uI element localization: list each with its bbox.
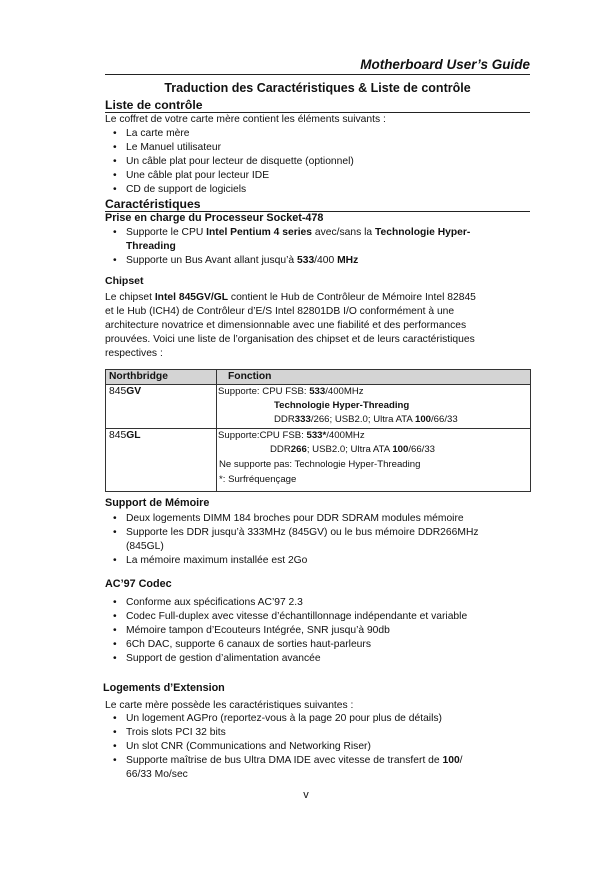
memory-heading: Support de Mémoire [105, 497, 210, 509]
list-item: • 6Ch DAC, supporte 6 canaux de sorties haut-parleurs [113, 639, 371, 650]
table-header [106, 370, 530, 385]
function-line: *: Surfréquençage [219, 474, 297, 485]
memory-list [113, 512, 528, 568]
list-item: • La carte mère [113, 128, 190, 139]
header-rule [105, 74, 530, 75]
expansion-list [113, 712, 528, 782]
running-header-title: Motherboard User’s Guide [360, 57, 530, 72]
codec-heading: AC’97 Codec [105, 578, 172, 590]
function-line: Technologie Hyper-Threading [274, 400, 410, 411]
list-item: • Deux logements DIMM 184 broches pour DDR SDRAM modules mémoire [113, 513, 464, 524]
function-line: DDR266; USB2.0; Ultra ATA 100/66/33 [270, 444, 436, 455]
list-item: • Supporte le CPU Intel Pentium 4 series avec/sans la Technologie Hyper- Threading [113, 227, 471, 252]
function-line: Supporte: CPU FSB: 533/400MHz [218, 386, 364, 397]
function-line: DDR333/266; USB2.0; Ultra ATA 100/66/33 [274, 414, 458, 425]
chipset-heading: Chipset [105, 275, 144, 287]
checklist-heading: Liste de contrôle [105, 98, 530, 113]
list-item: • Un câble plat pour lecteur de disquette (optionnel) [113, 156, 354, 167]
chipset-paragraph: Le chipset Intel 845GV/GL contient le Hub de Contrôleur de Mémoire Intel 82845 et le Hub (ICH4) de Contrôleur d’E/S Intel 82801DB I/O conformément à une architecture novatrice et dimensionnable avec une fiabilité et des performances prouvées. Voici une liste de l’organisation des chipset et de leurs caractéristiques respectives : [105, 292, 476, 359]
list-item: • Supporte maîtrise de bus Ultra DMA IDE avec vitesse de transfert de 100/ 66/33 Mo/sec [113, 755, 463, 780]
codec-list [113, 596, 528, 666]
list-item: • Conforme aux spécifications AC’97 2.3 [113, 597, 303, 608]
chipset-table [105, 369, 531, 492]
features-heading: Caractéristiques [105, 197, 530, 212]
list-item: • La mémoire maximum installée est 2Go [113, 555, 308, 566]
table-row [106, 385, 530, 429]
list-item: • Trois slots PCI 32 bits [113, 727, 226, 738]
checklist-list [113, 127, 528, 197]
list-item: • Un slot CNR (Communications and Networking Riser) [113, 741, 371, 752]
list-item: • Supporte un Bus Avant allant jusqu’à 533/400 MHz [113, 255, 359, 266]
list-item: • Support de gestion d’alimentation avancée [113, 653, 321, 664]
cpu-heading: Prise en charge du Processeur Socket-478 [105, 212, 324, 224]
table-row [106, 429, 530, 491]
list-item: • Codec Full-duplex avec vitesse d’échantillonnage indépendante et variable [113, 611, 468, 622]
function-line: Supporte:CPU FSB: 533*/400MHz [218, 430, 365, 441]
list-item: • Un logement AGPro (reportez-vous à la page 20 pour plus de détails) [113, 713, 442, 724]
list-item: • Une câble plat pour lecteur IDE [113, 170, 270, 181]
northbridge-cell: 845GL [109, 430, 141, 441]
list-item: • Supporte les DDR jusqu’à 333MHz (845GV) ou le bus mémoire DDR266MHz (845GL) [113, 527, 479, 552]
expansion-intro: Le carte mère possède les caractéristiques suivantes : [105, 700, 354, 711]
document-title: Traduction des Caractéristiques & Liste de contrôle [164, 81, 471, 95]
northbridge-cell: 845GV [109, 386, 142, 397]
page-number: v [303, 789, 309, 801]
function-line: Ne supporte pas: Technologie Hyper-Threading [219, 459, 421, 470]
list-item: • CD de support de logiciels [113, 184, 247, 195]
list-item: • Le Manuel utilisateur [113, 142, 222, 153]
expansion-heading: Logements d’Extension [103, 682, 225, 694]
checklist-intro: Le coffret de votre carte mère contient les éléments suivants : [105, 114, 386, 125]
list-item: • Mémoire tampon d’Ecouteurs Intégrée, SNR jusqu’à 90db [113, 625, 390, 636]
column-header-northbridge: Northbridge [109, 371, 168, 382]
column-header-fonction: Fonction [228, 371, 272, 382]
cpu-list [113, 226, 528, 268]
